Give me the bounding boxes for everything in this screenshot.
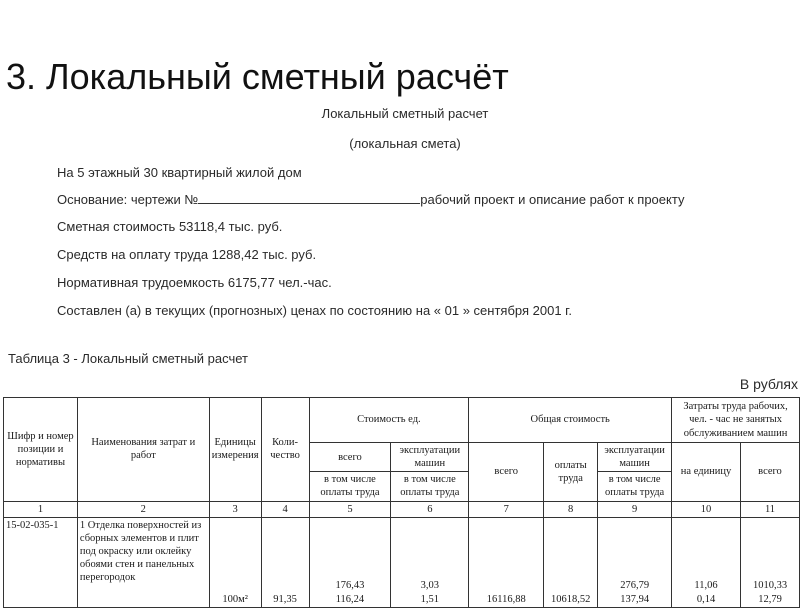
- value-labor-machine: 12,79: [758, 593, 782, 605]
- header-code: Шифр и номер позиции и нормативы: [4, 398, 78, 502]
- header-unit: Единицы измерения: [209, 398, 261, 502]
- row-unit-machine: [391, 517, 469, 607]
- header-incl-wages-1: в том числе оплаты труда: [309, 472, 391, 501]
- row-labor-per-unit: [672, 517, 741, 607]
- header-machine-op-1: эксплуатации машин: [391, 443, 469, 472]
- header-qty: Коли-чество: [261, 398, 309, 502]
- header-per-unit: на единицу: [672, 443, 741, 502]
- doc-object: На 5 этажный 30 квартирный жилой дом: [57, 165, 302, 180]
- header-name: Наименования затрат и работ: [77, 398, 209, 502]
- col-number: 10: [672, 501, 741, 517]
- col-number: 6: [391, 501, 469, 517]
- units-label: В рублях: [739, 376, 798, 392]
- table-caption: Таблица 3 - Локальный сметный расчет: [8, 351, 249, 366]
- basis-suffix: рабочий проект и описание работ к проекту: [420, 192, 685, 207]
- basis-prefix: Основание: чертежи №: [57, 192, 199, 207]
- value-machine-wages: 1,51: [420, 593, 440, 605]
- value-machine: 3,03: [420, 580, 440, 592]
- header-incl-wages-3: в том числе оплаты труда: [598, 472, 672, 501]
- basis-blank: [198, 192, 420, 204]
- header-labor: Затраты труда рабочих, чел. - час не занятых обслуживанием машин: [672, 398, 800, 443]
- header-machine-op-2: эксплуатации машин: [598, 443, 672, 472]
- col-number: 8: [544, 501, 598, 517]
- value-all: 176,43: [335, 580, 365, 592]
- doc-wages: Средств на оплату труда 1288,42 тыс. руб.: [57, 247, 317, 262]
- col-number: 3: [209, 501, 261, 517]
- value-labor-machine: 0,14: [696, 593, 716, 605]
- row-code: 15-02-035-1: [4, 517, 78, 607]
- row-labor-total: [741, 517, 800, 607]
- row-name: 1 Отделка поверхностей из сборных элементов и плит под окраску или оклейку обоями стен и панельных перегородок: [77, 517, 209, 607]
- col-number: 7: [469, 501, 544, 517]
- header-all-3: всего: [741, 443, 800, 502]
- header-incl-wages-2: в том числе оплаты труда: [391, 472, 469, 501]
- doc-subheading: (локальная смета): [349, 136, 461, 151]
- header-total-cost: Общая стоимость: [469, 398, 672, 443]
- value-wages: 116,24: [335, 593, 365, 605]
- column-number-row: [4, 501, 800, 517]
- row-total-wages: 10618,52: [544, 517, 598, 607]
- value-labor: 11,06: [694, 580, 718, 592]
- row-total-all: 16116,88: [469, 517, 544, 607]
- col-number: 5: [309, 501, 391, 517]
- value-machine: 276,79: [620, 580, 650, 592]
- value-machine-wages: 137,94: [620, 593, 650, 605]
- doc-basis: [57, 192, 684, 207]
- value-labor: 1010,33: [752, 580, 788, 592]
- header-unit-cost: Стоимость ед.: [309, 398, 469, 443]
- col-number: 9: [598, 501, 672, 517]
- row-unit-cost: [309, 517, 391, 607]
- estimate-table: [3, 397, 800, 608]
- doc-labor: Нормативная трудоемкость 6175,77 чел.-час.: [57, 275, 332, 290]
- header-wages: оплаты труда: [544, 443, 598, 502]
- doc-heading: Локальный сметный расчет: [321, 106, 489, 121]
- header-all-2: всего: [469, 443, 544, 502]
- row-unit: 100м²: [209, 517, 261, 607]
- slide-title: 3. Локальный сметный расчёт: [6, 56, 509, 97]
- header-all-1: всего: [309, 443, 391, 472]
- col-number: 2: [77, 501, 209, 517]
- col-number: 1: [4, 501, 78, 517]
- col-number: 4: [261, 501, 309, 517]
- doc-cost: Сметная стоимость 53118,4 тыс. руб.: [57, 219, 283, 234]
- table-row: [4, 517, 800, 607]
- row-total-machine: [598, 517, 672, 607]
- col-number: 11: [741, 501, 800, 517]
- doc-compiled: Составлен (а) в текущих (прогнозных) ценах по состоянию на « 01 » сентября 2001 г.: [57, 303, 572, 318]
- row-qty: 91,35: [261, 517, 309, 607]
